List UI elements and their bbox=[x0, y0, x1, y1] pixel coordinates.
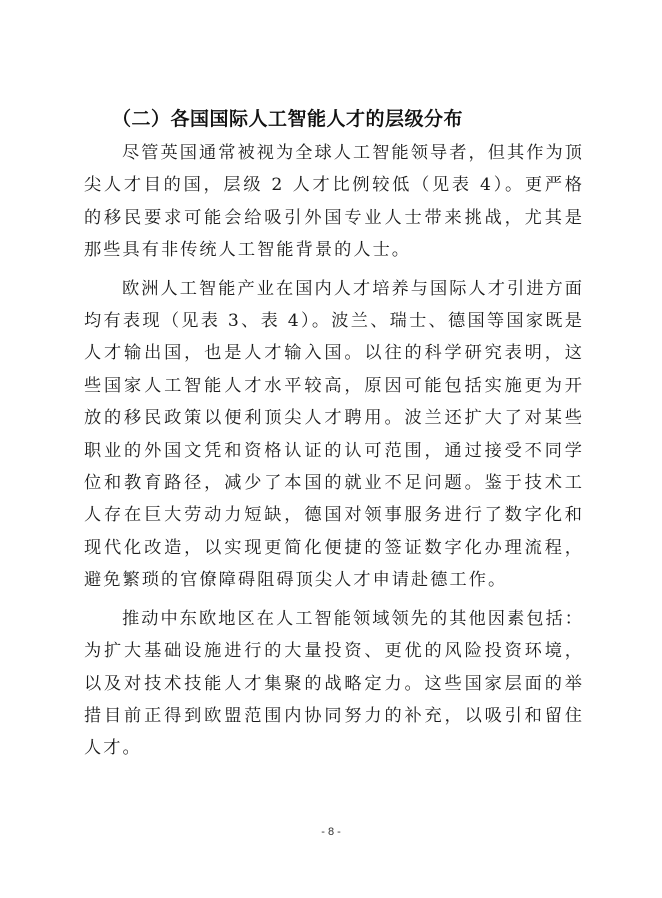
paragraph-cee-factors: 推动中东欧地区在人工智能领域领先的其他因素包括：为扩大基础设施进行的大量投资、更优的风险投资环境，以及对技术技能人才集聚的战略定力。这些国家层面的举措目前正得到欧盟范围内协同努力的补充，以吸引和留住人才。 bbox=[84, 608, 584, 759]
section-heading: （二）各国国际人工智能人才的层级分布 bbox=[112, 108, 464, 130]
page-number: - 8 - bbox=[321, 826, 341, 838]
paragraph-europe-talent: 欧洲人工智能产业在国内人才培养与国际人才引进方面均有表现（见表 3、表 4）。波兰、瑞士、德国等国家既是人才输出国，也是人才输入国。以往的科学研究表明，这些国家人工智能人才水平较高，原因可能包括实施更为开放的移民政策以便利顶尖人才聘用。波兰还扩大了对某些职业的外国文凭和资格认证的认可范围，通过接受不同学位和教育路径，减少了本国的就业不足问题。鉴于技术工人存在巨大劳动力短缺，德国对领事服务进行了数字化和现代化改造，以实现更简化便捷的签证数字化办理流程，避免繁琐的官僚障碍阻碍顶尖人才申请赴德工作。 bbox=[84, 278, 584, 591]
paragraph-uk-talent: 尽管英国通常被视为全球人工智能领导者，但其作为顶尖人才目的国，层级 2 人才比例较低（见表 4）。更严格的移民要求可能会给吸引外国专业人士带来挑战，尤其是那些具有非传统人工智能背景的人士。 bbox=[84, 143, 584, 261]
page-body bbox=[84, 103, 584, 765]
